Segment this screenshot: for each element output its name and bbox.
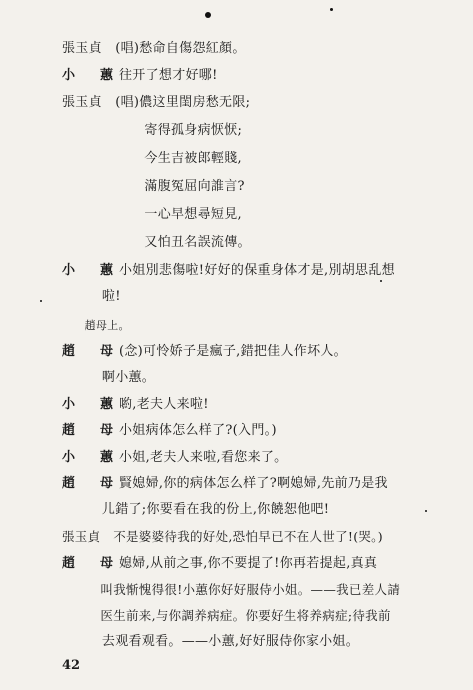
speaker-name: 小 蕙 [62,263,120,278]
verse-text: 今生吉被郎輕賤, [38,151,242,166]
speaker-name: 小 蕙 [62,450,120,465]
line-text: 小姐,老夫人来啦,看您来了。 [119,450,288,465]
speaker-name: 趙 母 [62,476,120,491]
speaker-name: 趙 母 [62,556,120,571]
line-text: 往开了想才好哪! [119,68,218,83]
line-text: 去观看观看。——小蕙,好好服侍你家小姐。 [62,634,360,649]
speaker-name: 小 蕙 [62,68,120,83]
verse-text: 寄得孤身病恹恹; [38,123,243,138]
line-text: 張玉貞 (唱)愁命自傷怨紅顏。 [62,41,246,56]
line-text: 張玉貞 (唱)儂这里閨房愁无限; [62,95,251,110]
line-text: 啦! [62,289,121,304]
line-text: 儿錯了;你要看在我的份上,你饒恕他吧! [62,502,330,517]
line-text: 賢媳婦,你的病体怎么样了?啊媳婦,先前乃是我 [119,476,388,491]
page-number: 42 [62,658,81,673]
line-text: 啊小蕙。 [62,370,156,385]
line-text: 小姐病体怎么样了?(入門。) [119,423,277,438]
verse-text: 滿腹冤屈向誰言? [38,179,245,194]
stage-direction-text: 趙母上。 [62,319,130,332]
ink-speck [380,280,382,282]
line-text: 医生前来,与你調养病症。你要好生将养病症;待我前 [62,608,391,623]
speaker-name: 趙 母 [62,344,120,359]
ink-speck [330,8,333,11]
ink-speck [205,12,211,18]
line-text: 媳婦,从前之事,你不要提了!你再若提起,真真 [119,556,378,571]
verse-text: 又怕丑名誤流傳。 [38,235,251,250]
verse-text: 一心早想尋短見, [38,207,242,222]
line-text: (念)可怜娇子是瘋子,錯把佳人作坏人。 [119,344,347,359]
line-text: 喲,老夫人来啦! [119,397,209,412]
ink-speck [425,510,427,512]
speaker-name: 趙 母 [62,423,120,438]
ink-speck [40,300,42,302]
line-text: 張玉貞 不是婆婆待我的好处,恐怕早已不在人世了!(哭。) [62,529,383,544]
speaker-name: 小 蕙 [62,397,120,412]
line-text: 叫我惭愧得很!小蕙你好好服侍小姐。——我已差人請 [62,582,401,597]
line-text: 小姐別悲傷啦!好好的保重身体才是,別胡思乱想 [119,263,395,278]
